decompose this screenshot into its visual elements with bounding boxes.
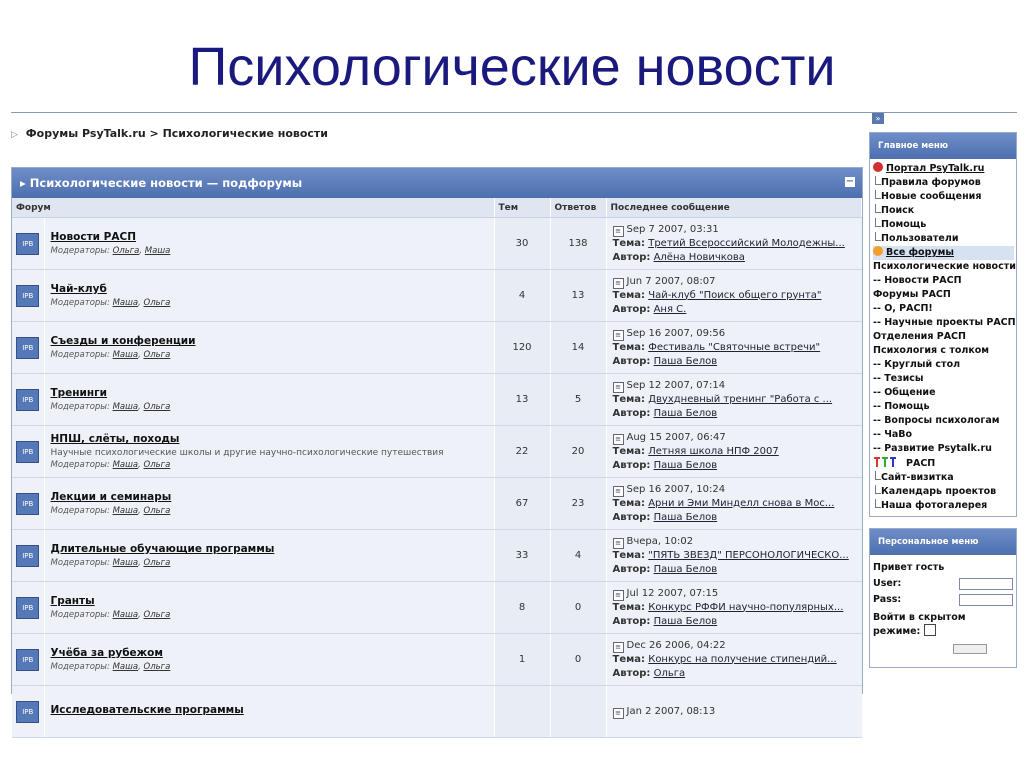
- moderator-link[interactable]: Ольга: [143, 298, 171, 308]
- replies-count: 0: [550, 582, 606, 634]
- last-post-author: Автор: Паша Белов: [612, 407, 718, 419]
- forum-table: [12, 198, 862, 738]
- forum-link[interactable]: Съезды и конференции: [50, 335, 196, 347]
- forum-icon: IPB: [16, 389, 39, 411]
- pass-input[interactable]: [959, 594, 1013, 606]
- personal-menu: [869, 528, 1017, 668]
- last-post-date: ≡ Jan 2 2007, 08:13: [613, 705, 858, 719]
- main-menu-title: Главное меню: [870, 133, 1016, 159]
- topics-count: 4: [494, 270, 550, 322]
- replies-count: 0: [550, 634, 606, 686]
- slide-title: Психологические новости: [188, 37, 836, 97]
- breadcrumb: [11, 127, 328, 140]
- user-label: User:: [873, 578, 902, 589]
- breadcrumb-current: Психологические новости: [162, 127, 329, 140]
- topics-count: 8: [494, 582, 550, 634]
- table-row: [12, 686, 862, 738]
- menu-item[interactable]: -- Развитие Psytalk.ru: [873, 443, 992, 454]
- collapse-sidebar-button[interactable]: »: [872, 113, 884, 124]
- moderator-link[interactable]: Маша: [112, 350, 139, 360]
- moderator-link[interactable]: Маша: [144, 246, 171, 256]
- moderator-link[interactable]: Маша: [112, 298, 139, 308]
- replies-count: 4: [550, 530, 606, 582]
- moderators: Модераторы: Ольга, Маша: [50, 246, 171, 256]
- document-icon: ≡: [613, 538, 624, 549]
- subforums-panel-header: [12, 168, 862, 198]
- topic-link[interactable]: Конкурс РФФИ научно-популярных...: [648, 601, 844, 613]
- menu-item[interactable]: Психология с толком: [873, 345, 990, 356]
- last-post-date: ≡ Dec 26 2006, 04:22: [613, 639, 858, 653]
- last-post-date: ≡ Sep 7 2007, 03:31: [613, 223, 858, 237]
- document-icon: ≡: [613, 590, 624, 601]
- last-post-date: ≡ Jun 7 2007, 08:07: [613, 275, 858, 289]
- topic-link[interactable]: "ПЯТЬ ЗВЕЗД" ПЕРСОНОЛОГИЧЕСКО...: [648, 549, 849, 561]
- topics-count: 67: [494, 478, 550, 530]
- topic-link[interactable]: Летняя школа НПФ 2007: [648, 445, 779, 457]
- moderator-link[interactable]: Маша: [112, 558, 139, 568]
- menu-item[interactable]: Сайт-визитка: [873, 471, 1014, 485]
- menu-item[interactable]: -- Тезисы: [873, 373, 924, 384]
- topic-link[interactable]: Фестиваль "Святочные встречи": [648, 341, 821, 353]
- personal-menu-title: Персональное меню: [870, 529, 1016, 555]
- forum-icon: IPB: [16, 649, 39, 671]
- moderators: Модераторы: Маша, Ольга: [50, 402, 171, 412]
- moderators: Модераторы: Маша, Ольга: [50, 558, 171, 568]
- menu-rasp[interactable]: РАСП: [873, 456, 1014, 471]
- breadcrumb-arrow-icon: ▷: [11, 130, 18, 140]
- last-post-topic: Тема: Летняя школа НПФ 2007: [612, 445, 779, 457]
- main-menu: [869, 132, 1017, 517]
- document-icon: ≡: [613, 278, 624, 289]
- forum-icon: IPB: [16, 493, 39, 515]
- forum-link[interactable]: Учёба за рубежом: [50, 647, 163, 659]
- menu-item[interactable]: Психологические новости: [873, 261, 1016, 272]
- menu-item[interactable]: Помощь: [873, 218, 1014, 232]
- breadcrumb-separator: >: [149, 127, 159, 140]
- last-post-date: ≡ Sep 16 2007, 10:24: [613, 483, 858, 497]
- menu-item[interactable]: -- Круглый стол: [873, 359, 961, 370]
- document-icon: ≡: [613, 708, 624, 719]
- table-row: [12, 270, 862, 322]
- last-post-topic: Тема: Двухдневный тренинг "Работа с ...: [612, 393, 833, 405]
- replies-count: 13: [550, 270, 606, 322]
- forums-icon: [873, 246, 883, 256]
- forum-icon: IPB: [16, 545, 39, 567]
- moderator-link[interactable]: Маша: [112, 610, 139, 620]
- replies-count: 138: [550, 218, 606, 270]
- menu-item[interactable]: Пользователи: [873, 232, 1014, 246]
- menu-item[interactable]: Новые сообщения: [873, 190, 1014, 204]
- greeting: Привет гость: [873, 562, 945, 573]
- forum-icon: IPB: [16, 441, 39, 463]
- topics-count: 13: [494, 374, 550, 426]
- moderator-link[interactable]: Маша: [112, 460, 139, 470]
- topics-count: [494, 686, 550, 738]
- last-post-topic: Тема: Арни и Эми Минделл снова в Мос...: [612, 497, 835, 509]
- forum-link[interactable]: Гранты: [50, 595, 95, 607]
- last-post-date: ≡ Aug 15 2007, 06:47: [613, 431, 858, 445]
- menu-item[interactable]: Форумы РАСП: [873, 289, 951, 300]
- last-post-author: Автор: Аня С.: [612, 303, 687, 315]
- topic-link[interactable]: Чай-клуб "Поиск общего грунта": [648, 289, 822, 301]
- topic-link[interactable]: Двухдневный тренинг "Работа с ...: [648, 393, 833, 405]
- forum-icon: IPB: [16, 337, 39, 359]
- moderator-link[interactable]: Ольга: [143, 610, 171, 620]
- last-post-topic: Тема: Чай-клуб "Поиск общего грунта": [612, 289, 822, 301]
- forum-link[interactable]: Исследовательские программы: [50, 704, 244, 716]
- moderator-link[interactable]: Маша: [112, 506, 139, 516]
- author-link[interactable]: Аня С.: [653, 303, 687, 315]
- menu-item[interactable]: -- Научные проекты РАСП: [873, 317, 1016, 328]
- replies-count: 5: [550, 374, 606, 426]
- forum-link[interactable]: НПШ, слёты, походы: [50, 433, 180, 445]
- user-input[interactable]: [959, 578, 1013, 590]
- menu-item[interactable]: Наша фотогалерея: [873, 499, 1014, 513]
- last-post-date: ≡ Sep 12 2007, 07:14: [613, 379, 858, 393]
- menu-item[interactable]: -- ЧаВо: [873, 429, 913, 440]
- table-row: [12, 218, 862, 270]
- topic-link[interactable]: Арни и Эми Минделл снова в Мос...: [648, 497, 835, 509]
- last-post-topic: Тема: Фестиваль "Святочные встречи": [612, 341, 821, 353]
- last-post-author: Автор: Алёна Новичкова: [612, 251, 745, 263]
- replies-count: 20: [550, 426, 606, 478]
- moderator-link[interactable]: Маша: [112, 402, 139, 412]
- table-row: [12, 478, 862, 530]
- moderator-link[interactable]: Ольга: [143, 662, 171, 672]
- last-post-topic: Тема: Конкурс РФФИ научно-популярных...: [612, 601, 844, 613]
- table-row: [12, 634, 862, 686]
- document-icon: ≡: [613, 642, 624, 653]
- last-post-date: ≡ Sep 16 2007, 09:56: [613, 327, 858, 341]
- last-post-author: Автор: Паша Белов: [612, 511, 718, 523]
- document-icon: ≡: [613, 330, 624, 341]
- rasp-logo-icon: [873, 456, 903, 467]
- portal-icon: [873, 162, 883, 172]
- menu-item[interactable]: -- Новости РАСП: [873, 275, 962, 286]
- author-link[interactable]: Паша Белов: [653, 563, 718, 575]
- col-topics: Тем: [494, 198, 550, 218]
- forum-icon: IPB: [16, 233, 39, 255]
- subforums-panel: [11, 167, 863, 717]
- moderator-link[interactable]: Ольга: [143, 350, 171, 360]
- replies-count: 14: [550, 322, 606, 374]
- document-icon: ≡: [613, 434, 624, 445]
- last-post-author: Автор: Ольга: [612, 667, 686, 679]
- author-link[interactable]: Алёна Новичкова: [653, 251, 745, 263]
- author-link[interactable]: Паша Белов: [653, 459, 718, 471]
- moderator-link[interactable]: Маша: [112, 662, 139, 672]
- forum-link[interactable]: Лекции и семинары: [50, 491, 172, 503]
- moderator-link[interactable]: Ольга: [143, 558, 171, 568]
- table-row: [12, 322, 862, 374]
- topic-link[interactable]: Третий Всероссийский Молодежны...: [648, 237, 845, 249]
- topics-count: 1: [494, 634, 550, 686]
- divider: [11, 112, 1017, 113]
- moderators: Модераторы: Маша, Ольга: [50, 350, 171, 360]
- moderators: Модераторы: Маша, Ольга: [50, 298, 171, 308]
- topics-count: 30: [494, 218, 550, 270]
- login-button[interactable]: [953, 644, 987, 654]
- topics-count: 33: [494, 530, 550, 582]
- last-post-author: Автор: Паша Белов: [612, 615, 718, 627]
- menu-item[interactable]: -- Помощь: [873, 401, 930, 412]
- header-arrow-icon: ▸: [20, 176, 30, 190]
- table-header-row: [12, 198, 862, 218]
- menu-item[interactable]: Поиск: [873, 204, 1014, 218]
- table-row: [12, 374, 862, 426]
- forum-link[interactable]: Чай-клуб: [50, 283, 107, 295]
- forum-icon: IPB: [16, 701, 39, 723]
- col-forum: Форум: [12, 198, 494, 218]
- menu-item[interactable]: -- Вопросы психологам: [873, 415, 1000, 426]
- topics-count: 22: [494, 426, 550, 478]
- moderators: Модераторы: Маша, Ольга: [50, 662, 171, 672]
- forum-icon: IPB: [16, 597, 39, 619]
- last-post-topic: Тема: Третий Всероссийский Молодежны...: [612, 237, 845, 249]
- replies-count: 23: [550, 478, 606, 530]
- forum-link[interactable]: Длительные обучающие программы: [50, 543, 275, 555]
- menu-portal-link[interactable]: Портал PsyTalk.ru: [873, 162, 1014, 176]
- moderator-link[interactable]: Ольга: [143, 402, 171, 412]
- pass-label: Pass:: [873, 594, 902, 605]
- menu-item[interactable]: -- Общение: [873, 387, 936, 398]
- forum-icon: IPB: [16, 285, 39, 307]
- last-post-date: ≡ Вчера, 10:02: [613, 535, 858, 549]
- last-post-author: Автор: Паша Белов: [612, 459, 718, 471]
- table-row: [12, 582, 862, 634]
- moderator-link[interactable]: Ольга: [143, 460, 171, 470]
- sidebar: [869, 132, 1017, 668]
- moderator-link[interactable]: Ольга: [143, 506, 171, 516]
- author-link[interactable]: Паша Белов: [653, 511, 718, 523]
- last-post-topic: Тема: Конкурс на получение стипендий...: [612, 653, 837, 665]
- moderator-link[interactable]: Ольга: [112, 246, 140, 256]
- topic-link[interactable]: Конкурс на получение стипендий...: [648, 653, 837, 665]
- author-link[interactable]: Ольга: [653, 667, 686, 679]
- moderators: Модераторы: Маша, Ольга: [50, 506, 171, 516]
- document-icon: ≡: [613, 486, 624, 497]
- hidden-mode-checkbox[interactable]: [924, 624, 936, 636]
- replies-count: [550, 686, 606, 738]
- menu-all-forums[interactable]: Все форумы: [873, 246, 1014, 260]
- moderators: Модераторы: Маша, Ольга: [50, 460, 171, 470]
- forum-screenshot: [11, 112, 1017, 717]
- subforums-panel-title: Психологические новости — подфорумы: [29, 176, 303, 190]
- hidden-mode-label: Войти в скрытом режиме:: [873, 612, 966, 637]
- last-post-date: ≡ Jul 12 2007, 07:15: [613, 587, 858, 601]
- forum-link[interactable]: Новости РАСП: [50, 231, 136, 243]
- author-link[interactable]: Паша Белов: [653, 355, 718, 367]
- topics-count: 120: [494, 322, 550, 374]
- document-icon: ≡: [613, 382, 624, 393]
- forum-description: Научные психологические школы и другие научно-психологические путешествия: [50, 448, 444, 458]
- author-link[interactable]: Паша Белов: [653, 407, 718, 419]
- author-link[interactable]: Паша Белов: [653, 615, 718, 627]
- col-replies: Ответов: [550, 198, 606, 218]
- table-row: [12, 426, 862, 478]
- menu-item[interactable]: Календарь проектов: [873, 485, 1014, 499]
- last-post-author: Автор: Паша Белов: [612, 563, 718, 575]
- forum-link[interactable]: Тренинги: [50, 387, 108, 399]
- table-row: [12, 530, 862, 582]
- last-post-author: Автор: Паша Белов: [612, 355, 718, 367]
- document-icon: ≡: [613, 226, 624, 237]
- moderators: Модераторы: Маша, Ольга: [50, 610, 171, 620]
- last-post-topic: Тема: "ПЯТЬ ЗВЕЗД" ПЕРСОНОЛОГИЧЕСКО...: [612, 549, 849, 561]
- menu-item[interactable]: Отделения РАСП: [873, 331, 966, 342]
- collapse-panel-button[interactable]: −: [845, 176, 855, 187]
- breadcrumb-root-link[interactable]: Форумы PsyTalk.ru: [25, 127, 146, 140]
- menu-item[interactable]: Правила форумов: [873, 176, 1014, 190]
- col-last-post: Последнее сообщение: [606, 198, 862, 218]
- menu-item[interactable]: -- О, РАСП!: [873, 303, 933, 314]
